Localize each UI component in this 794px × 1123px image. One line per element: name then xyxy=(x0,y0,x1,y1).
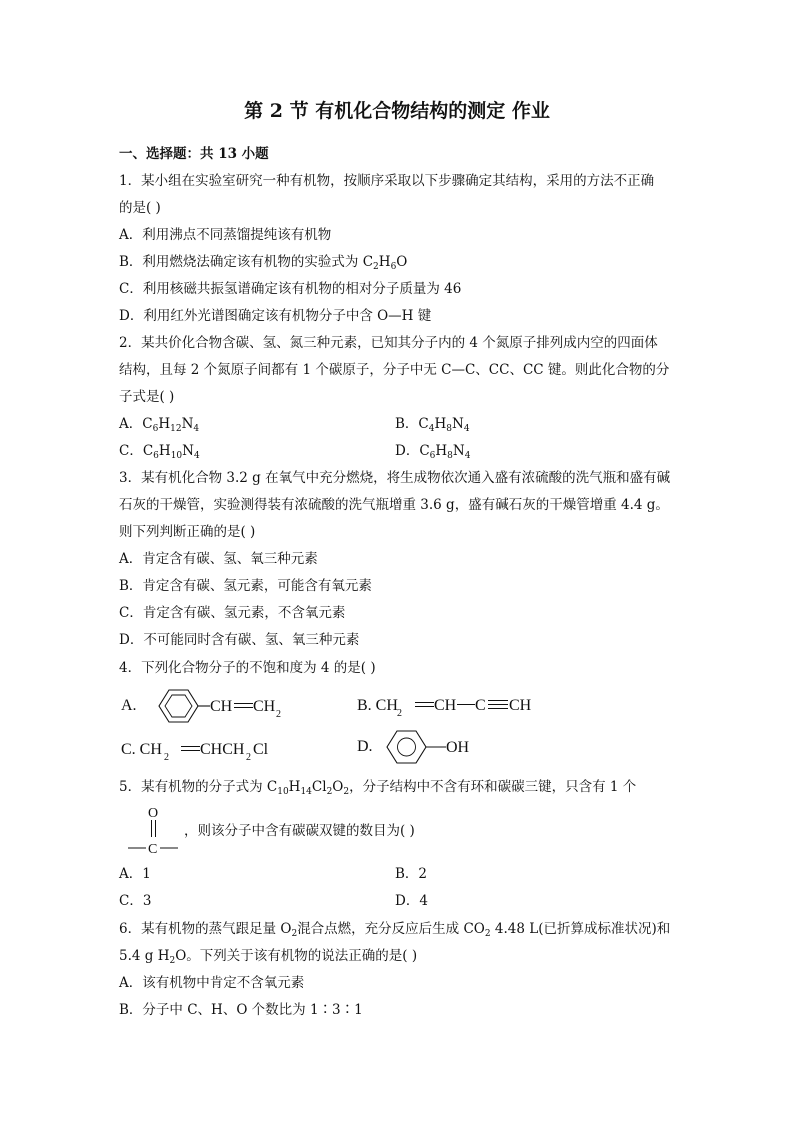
q2-stem-line1: 2．某共价化合物含碳、氢、氮三种元素，已知其分子内的 4 个氮原子排列成内空的四面体 xyxy=(119,335,658,351)
q6-option-b: B．分子中 C、H、O 个数比为 1∶3∶1 xyxy=(119,1002,363,1018)
benzene-ring-icon xyxy=(387,731,426,763)
q2-option-d: D．$C_6H_8N_4$ xyxy=(395,443,471,461)
q4-option-b-structure xyxy=(357,690,557,720)
q5-option-c: C．3 xyxy=(119,893,152,909)
section-heading: 一、选择题：共 13 小题 xyxy=(119,146,269,162)
q3-option-a: A．肯定含有碳、氢、氧三种元素 xyxy=(119,551,318,567)
q4-option-d-oh: OH xyxy=(446,739,470,756)
q1-stem-line1: 1．某小组在实验室研究一种有机物，按顺序采取以下步骤确定其结构，采用的方法不正确 xyxy=(119,173,655,189)
q4-option-a-structure xyxy=(119,686,299,726)
q2-stem-line2: 结构，且每 2 个氮原子间都有 1 个碳原子，分子中无 C—C、CC、CC 键。则此化合物的分 xyxy=(119,362,670,378)
q2-stem-line3: 子式是( ) xyxy=(119,389,175,405)
q4-option-a-sub: 2 xyxy=(276,709,281,720)
carbonyl-group-structure xyxy=(124,800,184,860)
q1-option-a: A．利用沸点不同蒸馏提纯该有机物 xyxy=(119,227,332,243)
q4-option-c-mid: CHCH xyxy=(200,741,245,758)
q1-option-c: C．利用核磁共振氢谱确定该有机物的相对分子质量为 46 xyxy=(119,281,462,297)
q3-stem-line3: 则下列判断正确的是( ) xyxy=(119,524,256,540)
q5-option-b: B．2 xyxy=(395,866,428,882)
q5-option-d: D．4 xyxy=(395,893,428,909)
q6-option-a: A．该有机物中肯定不含氧元素 xyxy=(119,975,305,991)
q4-option-b-ch-end: CH xyxy=(509,697,532,714)
q3-stem-line2: 石灰的干燥管，实验测得装有浓硫酸的洗气瓶增重 3.6 g，盛有碱石灰的干燥管增重 4.4 g。 xyxy=(119,497,669,513)
q4-option-a-label: A. xyxy=(121,697,137,714)
q6-stem-line1: 6．某有机物的蒸气跟足量 $O_2$混合点燃，充分反应后生成 $CO_2$ 4.48 L(已折算成标准状况)和 xyxy=(119,921,671,939)
q5-stem-line2: ，则该分子中含有碳碳双键的数目为( ) xyxy=(184,823,415,839)
q4-option-d-structure xyxy=(357,727,497,767)
q2-option-a: A．$C_6H_{12}N_4$ xyxy=(119,416,200,434)
q2-option-b: B．$C_4H_8N_4$ xyxy=(395,416,470,434)
q4-option-d-label: D. xyxy=(357,738,373,755)
page-title: 第 2 节 有机化合物结构的测定 作业 xyxy=(244,100,550,122)
q4-option-c-cl: Cl xyxy=(253,741,269,758)
q5-stem-line1: 5．某有机物的分子式为 $C_{10}H_{14}Cl_2O_2$，分子结构中不含有环和碳碳三键，只含有 1 个 xyxy=(119,779,637,797)
q1-option-d: D．利用红外光谱图确定该有机物分子中含 O—H 键 xyxy=(119,308,432,324)
q3-option-c: C．肯定含有碳、氢元素，不含氧元素 xyxy=(119,605,346,621)
q4-option-b-label: B. CH xyxy=(357,697,398,714)
q4-option-c-structure xyxy=(119,734,319,764)
q4-option-b-sub: 2 xyxy=(397,708,402,719)
q4-option-c-sub2: 2 xyxy=(246,752,251,763)
q6-stem-line2: 5.4 g $H_2O$。下列关于该有机物的说法正确的是( ) xyxy=(119,948,418,966)
carbonyl-o: O xyxy=(148,806,159,821)
q5-option-a: A．1 xyxy=(119,866,151,882)
q4-option-b-c: C xyxy=(475,697,486,714)
q1-stem-line2: 的是( ) xyxy=(119,200,161,216)
carbonyl-c: C xyxy=(148,842,158,857)
q4-option-c-label: C. CH xyxy=(121,741,162,758)
q2-option-c: C．$C_6H_{10}N_4$ xyxy=(119,443,200,461)
q3-option-b: B．肯定含有碳、氢元素，可能含有氧元素 xyxy=(119,578,372,594)
q1-option-b: B．利用燃烧法确定该有机物的实验式为 $C_2H_6O$ xyxy=(119,254,408,272)
q4-stem: 4．下列化合物分子的不饱和度为 4 的是( ) xyxy=(119,660,376,676)
q4-option-a-ch: CH xyxy=(210,698,233,715)
q4-option-b-ch: CH xyxy=(434,697,457,714)
q4-option-c-sub: 2 xyxy=(164,752,169,763)
q4-option-a-ch2: CH xyxy=(253,698,276,715)
q3-stem-line1: 3．某有机化合物 3.2 g 在氧气中充分燃烧，将生成物依次通入盛有浓硫酸的洗气瓶和盛有碱 xyxy=(119,470,671,486)
q3-option-d: D．不可能同时含有碳、氢、氧三种元素 xyxy=(119,632,360,648)
